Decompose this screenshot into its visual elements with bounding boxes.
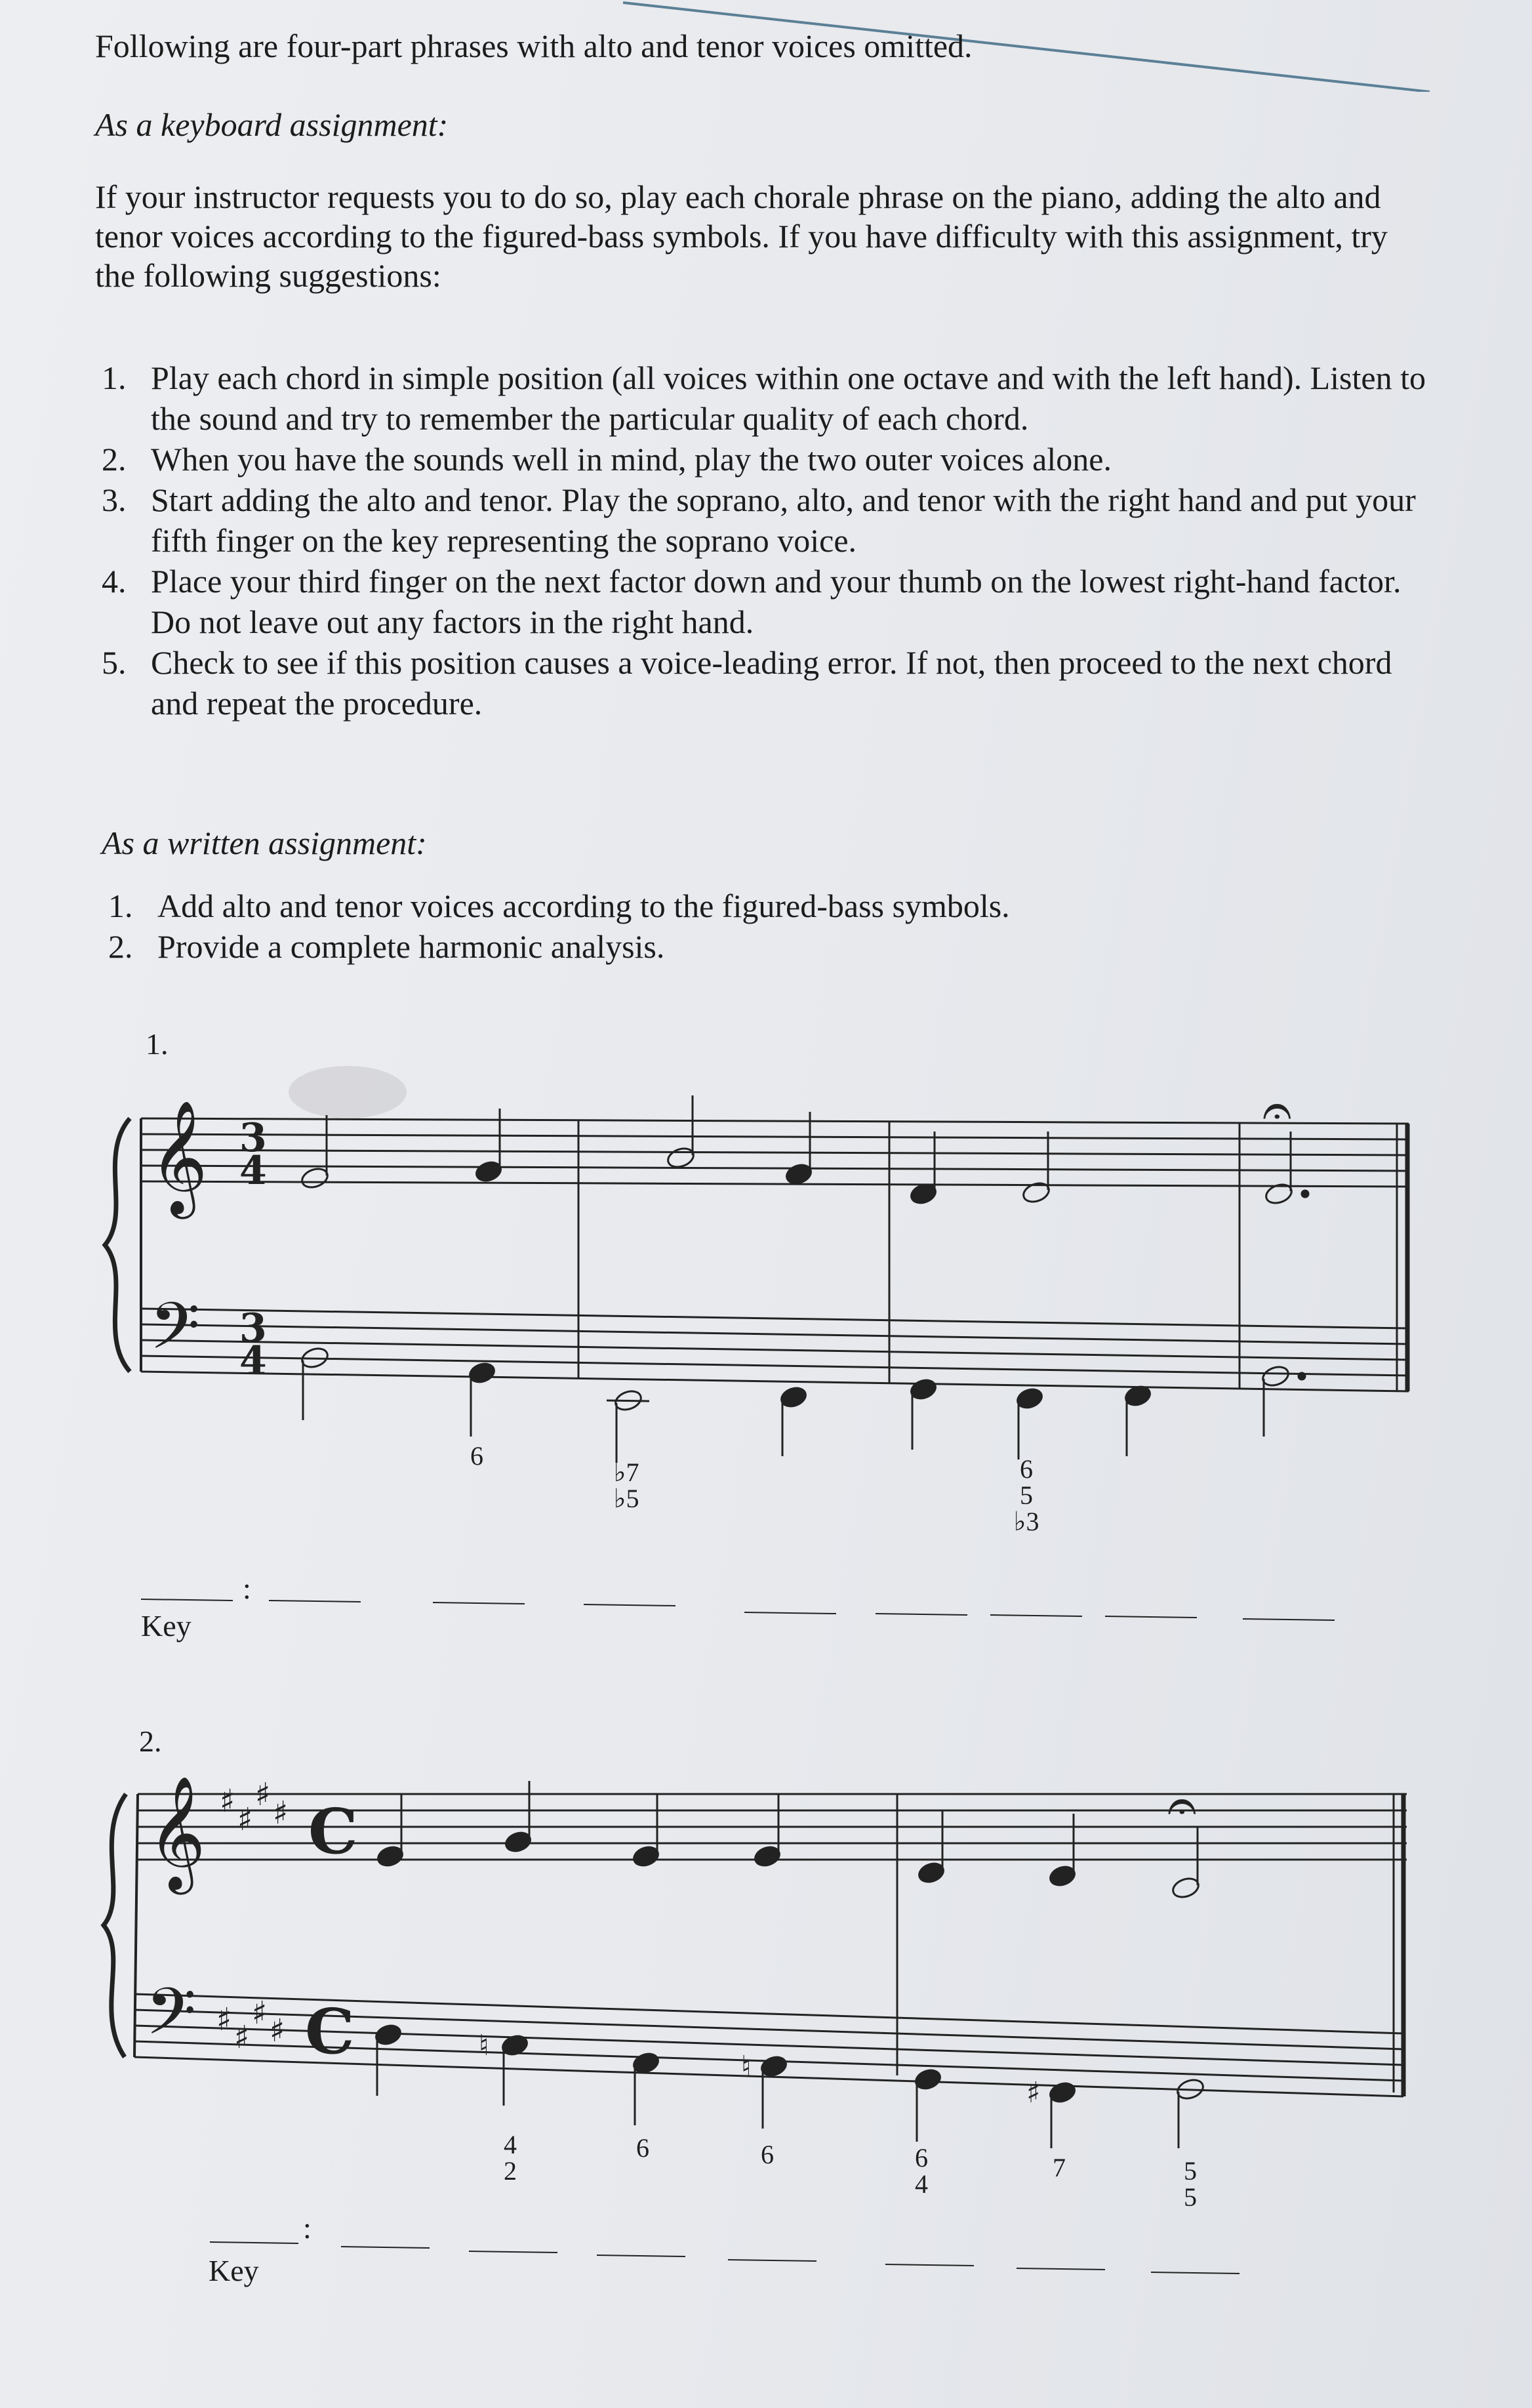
svg-text:♮: ♮ [479,2029,489,2062]
brace-icon [104,1794,126,2057]
svg-text:♯: ♯ [234,2019,250,2056]
time-signature-numerator: 3 [239,1115,267,1161]
key-label: Key [209,2254,259,2287]
key-signature-sharps [216,1776,288,2056]
list-item: 1. Add alto and tenor voices according to the figured-bass symbols. [108,888,1010,924]
list-item: 2. When you have the sounds well in mind, play the two outer voices alone. [102,441,1112,478]
figured-bass-symbol: 7 [1053,2153,1066,2182]
time-signature-denominator: 4 [239,1338,267,1384]
figured-bass-symbol: ♭7 ♭5 [613,1458,639,1513]
time-signature-numerator: 3 [239,1305,267,1351]
time-signature-denominator: 4 [239,1148,267,1194]
svg-text:♯: ♯ [252,1995,268,2031]
list-item: 5. Check to see if this position causes a voice-leading error. If not, then proceed to the next chord and repeat the procedure. [102,644,1392,722]
figured-bass-symbol: 6 [636,2133,649,2163]
intro-sentence: Following are four-part phrases with alto and tenor voices omitted. [95,28,973,64]
svg-text:♯: ♯ [1026,2076,1041,2110]
list-item: 2. Provide a complete harmonic analysis. [108,928,665,965]
common-time-icon: C [305,1995,355,2068]
accidentals [479,2029,1040,2110]
analysis-colon: : [243,1572,251,1605]
figured-bass-symbol: 6 [761,2140,774,2169]
figured-bass-symbol: 4 2 [504,2130,517,2186]
figured-bass-symbol: 6 [470,1441,483,1471]
key-label: Key [141,1609,192,1643]
treble-clef-icon: 𝄞 [148,1776,206,1890]
figured-bass-symbol: 5 5 [1184,2156,1197,2212]
list-item: 4. Place your third finger on the next factor down and your thumb on the lowest right-hand factor. Do not leave out any factors in the right hand. [102,563,1401,640]
exercise-2-number: 2. [139,1724,162,1758]
svg-text:♯: ♯ [220,1783,235,1820]
svg-text:♯: ♯ [270,2012,285,2049]
figured-bass-symbol: 6 5 ♭3 [1013,1454,1039,1536]
written-heading: As a written assignment: [102,825,427,861]
svg-text:♯: ♯ [255,1776,271,1813]
list-item: 1. Play each chord in simple position (all voices within one octave and with the left hand). Listen to the sound and try to remember the particular quality of each chord. [102,359,1426,437]
fermata-icon: 𝄐 [1262,1080,1292,1141]
svg-text:♮: ♮ [741,2050,752,2083]
treble-clef-icon: 𝄞 [150,1100,208,1214]
svg-text:♯: ♯ [237,1801,253,1838]
bass-clef-icon: 𝄢 [146,1974,197,2066]
keyboard-heading: As a keyboard assignment: [95,106,449,143]
keyboard-paragraph: If your instructor requests you to do so, play each chorale phrase on the piano, adding the alto and tenor voices according to the figured-bass symbols. If you have difficulty with this assignment, try the following suggestions: [95,178,1388,294]
common-time-icon: C [308,1795,358,1868]
analysis-colon: : [303,2211,312,2245]
svg-text:♯: ♯ [216,2001,232,2038]
exercise-1-number: 1. [146,1027,169,1061]
fermata-icon: 𝄐 [1167,1775,1197,1836]
svg-text:♯: ♯ [273,1795,289,1831]
list-item: 3. Start adding the alto and tenor. Play the soprano, alto, and tenor with the right hand and put your fifth finger on the key representing the soprano voice. [102,481,1416,559]
bass-clef-icon: 𝄢 [150,1289,201,1380]
figured-bass-symbol: 6 4 [915,2143,928,2199]
